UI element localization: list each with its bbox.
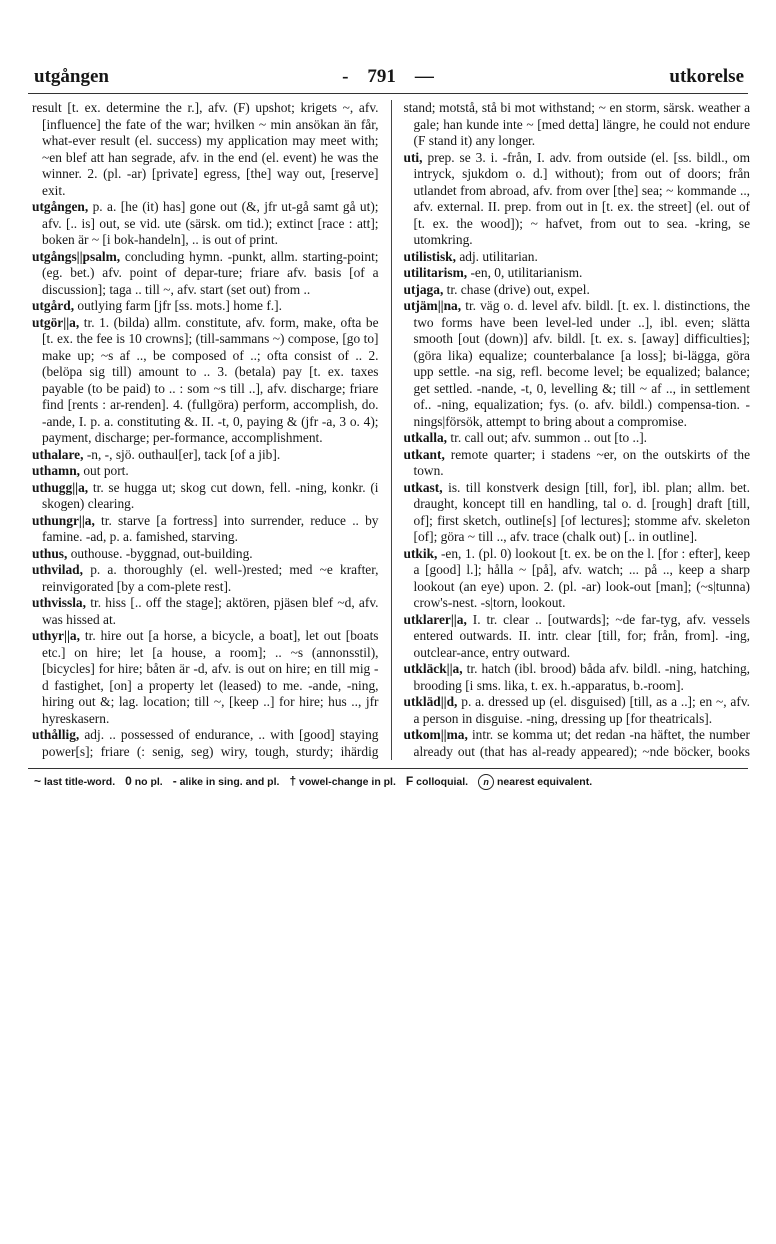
entry-definition: tr. hire out [a horse, a bicycle, a boat], let out [boats etc.] on hire; let [a house, a room]; .. ~s (annonsstil), [bicycles] for hire; båten är -d, afv. is out on hire; en till mig -d fastighet, [on] a property let (leased) to me. -ande, -ning, hiring out &; lag. location; till ~, [keep ..] for hire; hus .., jfr hyreskasern.	[42, 628, 379, 726]
page-header	[28, 62, 748, 92]
dictionary-entry	[32, 595, 379, 628]
entry-definition: tr. hiss [.. off the stage]; aktören, pjäsen blef ~d, afv. was hissed at.	[42, 595, 379, 627]
legend-item-colloquial	[406, 774, 468, 790]
entry-headword: uthållig,	[32, 727, 80, 742]
entry-definition: p. a. [he (it) has] gone out (&, jfr ut-gå samt gå ut); afv. [.. is] out, se vid. ute (särsk. om tid.); extinct [race : att]; boken är ~ [i bok-handeln], .. is out of print.	[42, 199, 379, 247]
dictionary-entry	[404, 447, 751, 480]
legend-item-zero	[125, 774, 163, 790]
entry-definition: p. a. thoroughly (el. well-)rested; med ~e krafter, reinvigorated [by a com-plete rest].	[42, 562, 379, 594]
entry-headword: utkom||ma,	[403, 727, 468, 742]
dictionary-entry	[404, 480, 751, 546]
entry-definition: tr. 1. (bilda) allm. constitute, afv. form, make, ofta be [t. ex. the fee is 10 crowns]; (till-sammans ~) compose, [go to] make up; ~s af .., be composed of ..; ofta consist of .. 2. (belöpa sig till) amount to .. 3. (betala) pay [t. ex. taxes payable (to be paid) to .. : som ~s till ..], afv. discharge; friare find [rents : ar-renden]. 4. (fullgöra) perform, accomplish, do. -ande, I. p. a. constituting &. II. -t, 0, paying & (jfr -a, 3 o. 4); payment, discharge; per-formance, accomplishment.	[42, 314, 379, 445]
dictionary-entry	[32, 562, 379, 595]
header-left-guideword: utgången	[34, 66, 109, 87]
entry-definition: tr. starve [a fortress] into surrender, reduce .. by famine. -ad, p. a. famished, starving.	[42, 512, 379, 544]
dictionary-entry	[32, 249, 379, 299]
dictionary-entry	[404, 727, 751, 760]
entry-definition: -en, 1. (pl. 0) lookout [t. ex. be on the l. [for : efter], keep a [good] l.]; hålla ~ [på], afv. watch; ... på .., keep a sharp lookout (an eye) upon. 2. (pl. -ar) look-out [man]; (~s|tunna) crow's-nest. -s|torn, lookout.	[413, 545, 751, 610]
entry-definition: concluding hymn. -punkt, allm. starting-point; (eg. bet.) afv. point of depar-ture; friare afv. basis [of a discussion]; taga .. till ~, afv. start (set out) from ..	[42, 248, 379, 297]
entry-definition: intr. se komma ut; det redan -na häftet, the number already out (that has al-ready appeared); ~nde böcker, books	[413, 727, 751, 759]
entry-headword: utkläck||a,	[403, 661, 463, 676]
dictionary-entry	[32, 199, 379, 249]
header-rule	[28, 93, 748, 94]
entry-headword: utjäm||na,	[403, 298, 462, 313]
entry-definition: p. a. dressed up (el. disguised) [till, as a ..]; en ~, afv. a person in disguise. -ning, dressing up [for theatricals].	[413, 694, 751, 726]
dagger-symbol: †	[289, 774, 297, 788]
entry-headword: utklarer||a,	[403, 611, 467, 627]
entry-headword: utgångs||psalm,	[32, 248, 121, 264]
entry-definition: adj. utilitarian.	[459, 248, 538, 264]
entry-headword: utkalla,	[403, 430, 448, 445]
circled-n-icon: n	[478, 774, 494, 790]
entry-headword: utgård,	[32, 298, 75, 313]
dictionary-entry	[32, 628, 379, 727]
left-column	[32, 100, 379, 760]
dictionary-entry	[32, 727, 379, 760]
entry-definition: -en, 0, utilitarianism.	[470, 265, 583, 280]
dictionary-entry	[404, 282, 751, 299]
dictionary-entry	[32, 100, 379, 199]
dictionary-entry	[32, 447, 379, 464]
entry-headword: utgången,	[32, 199, 89, 214]
entry-definition: I. tr. clear .. [outwards]; ~de far-tyg, afv. vessels entered outwards. II. intr. clear [till, for; från, from]. -ing, outclear-ance, entry outward.	[413, 611, 751, 660]
legend-text: nearest equivalent.	[497, 776, 593, 788]
entry-definition: tr. call out; afv. summon .. out [to ..].	[450, 430, 648, 445]
entry-headword: uthamn,	[32, 463, 80, 478]
header-dash-left: -	[342, 66, 349, 87]
entry-headword: uthus,	[32, 545, 68, 561]
zero-symbol: 0	[125, 774, 132, 788]
entry-definition: stand; motstå, stå bi mot withstand; ~ en storm, särsk. weather a gale; han kunde inte ~ [med detta] längre, he could not endure (F stand it) any longer.	[403, 100, 751, 148]
dictionary-entry	[404, 546, 751, 612]
column-divider	[391, 100, 392, 760]
legend-text: vowel-change in pl.	[299, 776, 396, 788]
header-right-guideword: utkorelse	[669, 66, 744, 87]
entry-headword: uti,	[403, 149, 423, 165]
legend-text: no pl.	[134, 776, 163, 788]
entry-definition: -n, -, sjö. outhaul[er], tack [of a jib].	[86, 446, 281, 462]
legend-item-tilde	[34, 774, 115, 790]
entry-definition: tr. hatch (ibl. brood) båda afv. bildl. -ning, hatching, brooding [i sms. lika, t. ex. h.-apparatus, b.-room].	[413, 661, 751, 693]
dictionary-entry	[32, 463, 379, 480]
dictionary-entry	[32, 546, 379, 563]
entry-headword: uthungr||a,	[32, 512, 95, 528]
legend-item-dash	[173, 774, 280, 790]
entry-headword: uthvissla,	[32, 595, 86, 610]
dictionary-entry	[404, 249, 751, 266]
entry-definition: tr. se hugga ut; skog cut down, fell. -ning, konkr. (i skogen) clearing.	[42, 479, 379, 511]
dictionary-entry	[404, 430, 751, 447]
entry-headword: uthvilad,	[32, 562, 83, 577]
entry-definition: outhouse. -byggnad, out-building.	[70, 545, 253, 561]
dictionary-entry	[32, 513, 379, 546]
right-column	[404, 100, 751, 760]
entry-headword: utkläd||d,	[403, 694, 458, 709]
dictionary-entry	[404, 612, 751, 662]
entry-headword: uthalare,	[32, 446, 84, 462]
entry-definition: out port.	[83, 463, 129, 478]
footer-rule	[28, 768, 748, 769]
entry-headword: utjaga,	[403, 281, 444, 297]
page-number: 791	[367, 66, 396, 87]
entry-headword: utkast,	[403, 479, 443, 495]
legend-text: alike in sing. and pl.	[179, 776, 280, 788]
tilde-symbol: ~	[34, 774, 42, 788]
entry-definition: remote quarter; i stadens ~er, on the outskirts of the town.	[413, 446, 751, 478]
entry-definition: outlying farm [jfr [ss. mots.] home f.].	[77, 298, 282, 313]
entry-definition: result [t. ex. determine the r.], afv. (F) upshot; krigets ~, afv. [influence] the fate of the war; hvilken ~ min ansökan än får, what-ever result (el. success) my application may meet with; ~en blef att han segrade, afv. in the end (el. event) he was the winner. 2. (pl. -ar) [private] egress, [the] way out, [reserve] exit.	[32, 100, 379, 198]
entry-definition: tr. chase (drive) out, expel.	[446, 281, 590, 297]
dictionary-entry	[404, 661, 751, 694]
dictionary-columns	[32, 100, 750, 760]
legend-item-equivalent	[478, 774, 592, 790]
entry-definition: prep. se 3. i. -från, I. adv. from outside (el. [ss. bildl., om intryck, sjukdom o. d.] without); from out of doors; från utlandet from abroad, afv. from over [the] sea; ~ kommande .., afv. external. II. prep. from out in [t. ex. the street] (el. out of [t. ex. the wood]); ~ hafvet, from out to sea. -kring, se utomkring.	[413, 149, 751, 247]
dictionary-entry	[404, 150, 751, 249]
entry-headword: uthugg||a,	[32, 479, 89, 495]
header-page-number-group	[28, 66, 748, 88]
entry-headword: utilistisk,	[403, 248, 456, 264]
entry-definition: adj. .. possessed of endurance, .. with [good] staying power[s]; friare (: senig, seg) wiry, tough, sturdy; ihärdig	[42, 727, 379, 759]
dictionary-entry	[32, 480, 379, 513]
entry-headword: utkik,	[403, 545, 438, 561]
legend-item-dagger	[289, 774, 395, 790]
legend-text: last title-word.	[43, 776, 116, 788]
dictionary-entry	[32, 315, 379, 447]
dictionary-entry	[404, 265, 751, 282]
abbreviation-legend	[34, 774, 748, 790]
entry-headword: uthyr||a,	[32, 628, 80, 643]
entry-headword: utkant,	[403, 446, 445, 462]
dictionary-entry	[404, 694, 751, 727]
colloquial-f-symbol: F	[405, 774, 414, 788]
entry-definition: is. till konstverk design [till, for], ibl. plan; allm. bet. draught, koncept till en handling, tal o. d. [rough] draft [till, of]; first sketch, outline[s] [of lectures]; stomme afv. skeleton [of]; göra ~ till .., afv. trace (chalk out) [.. in outline].	[413, 479, 751, 544]
dictionary-entry	[404, 100, 751, 150]
legend-text: colloquial.	[416, 776, 469, 788]
entry-definition: tr. väg o. d. level afv. bildl. [t. ex. l. distinctions, the two forms have been level-led under ..], ibl. even; slätta smooth [out (down)] afv. bildl. [t. ex. s. [away] difficulties]; (göra lika) equalize; counterbalance [a loss]; bi-lägga, göra upp settle. -na sig, refl. become level; be equalized; balance; get settled. -nande, -t, 0, levelling &; till ~ af .., in settlement of.. -ning, equalization; fys. (o. afv. bildl.) compensa-tion. -nings|försök, attempt to bring about a compromise.	[413, 298, 751, 429]
entry-headword: utgör||a,	[32, 314, 80, 330]
entry-headword: utilitarism,	[403, 265, 468, 280]
header-dash-right: —	[414, 66, 434, 87]
dash-symbol: -	[172, 774, 177, 788]
dictionary-entry	[404, 298, 751, 430]
dictionary-entry	[32, 298, 379, 315]
